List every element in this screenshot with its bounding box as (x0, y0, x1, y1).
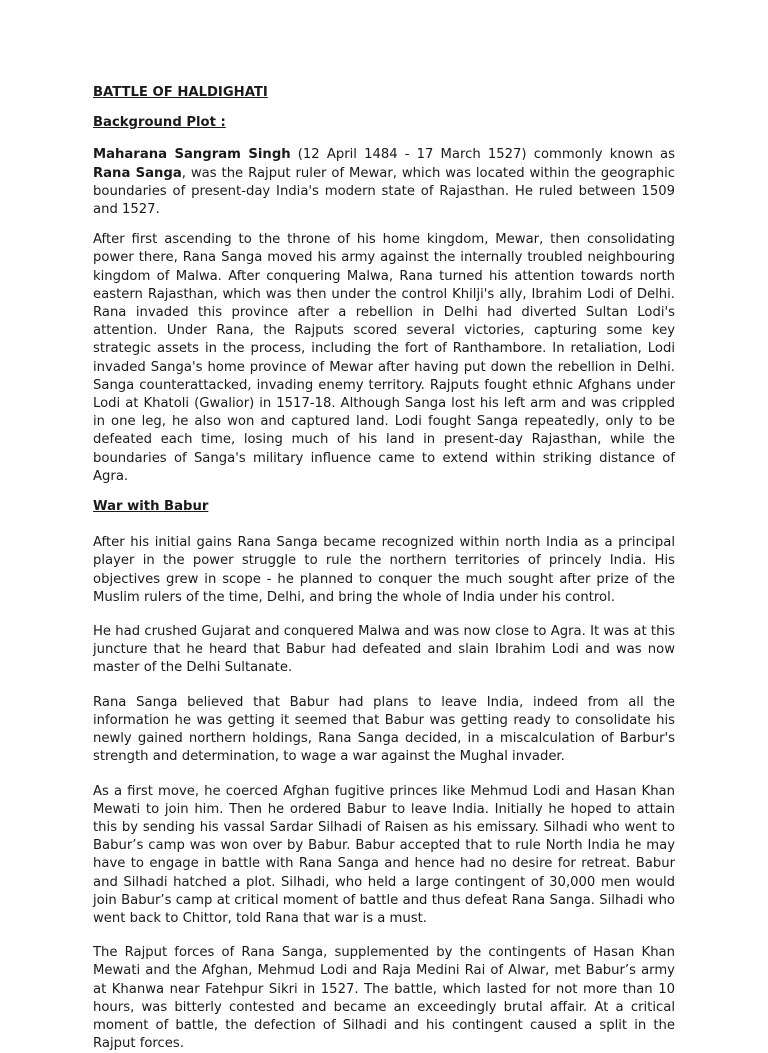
bold-name-rana-sanga: Rana Sanga (93, 165, 182, 181)
paragraph-silhadi: As a first move, he coerced Afghan fugitive princes like Mehmud Lodi and Hasan Khan Mewati to join him. Then he ordered Babur to leave India. Initially he hoped to attain this by sending his vassal Sardar Silhadi of Raisen as his emissary. Silhadi who went to Babur’s camp was won over by Babur. Babur accepted that to rule North India he may have to engage in battle with Rana Sanga and hence had no desire for retreat. Babur and Silhadi hatched a plot. Silhadi, who held a large contingent of 30,000 men would join Babur’s camp at critical moment of battle and thus defeat Rana Sanga. Silhadi who went back to Chittor, told Rana that war is a must. (93, 783, 675, 926)
paragraph-conquests: After first ascending to the throne of his home kingdom, Mewar, then consolidating power there, Rana Sanga moved his army against the internally troubled neighbouring kingdom of Malwa. After conquering Malwa, Rana turned his attention towards north eastern Rajasthan, which was then under the control Khilji's ally, Ibrahim Lodi of Delhi. Rana invaded this province after a rebellion in Delhi had diverted Sultan Lodi's attention. Under Rana, the Rajputs scored several victories, capturing some key strategic assets in the process, including the fort of Ranthambore. In retaliation, Lodi invaded Sanga's home province of Mewar after having put down the rebellion in Delhi. Sanga counterattacked, invading enemy territory. Rajputs fought ethnic Afghans under Lodi at Khatoli (Gwalior) in 1517-18. Although Sanga lost his left arm and was crippled in one leg, he also won and captured land. Lodi fought Sanga repeatedly, only to be defeated each time, losing much of his land in present-day Rajasthan, while the boundaries of Sanga's military influence came to extend within striking distance of Agra. (93, 232, 675, 484)
document-title: BATTLE OF HALDIGHATI (93, 85, 268, 100)
paragraph-babur-plans: Rana Sanga believed that Babur had plans to leave India, indeed from all the information he was getting it seemed that Babur was getting ready to consolidate his newly gained northern holdings, Rana Sanga decided, in a miscalculation of Barbur's strength and determination, to wage a war against the Mughal invader. (93, 694, 675, 765)
paragraph-khanwa: The Rajput forces of Rana Sanga, supplemented by the contingents of Hasan Khan Mewati and the Afghan, Mehmud Lodi and Raja Medini Rai of Alwar, met Babur’s army at Khanwa near Fatehpur Sikri in 1527. The battle, which lasted for not more than 10 hours, was bitterly contested and became an exceedingly brutal affair. At a critical moment of battle, the defection of Silhadi and his contingent caused a split in the Rajput forces. (93, 945, 675, 1052)
paragraph-gujarat-malwa: He had crushed Gujarat and conquered Malwa and was now close to Agra. It was at this juncture that he heard that Babur had defeated and slain Ibrahim Lodi and was now master of the Delhi Sultanate. (93, 624, 675, 676)
paragraph-objectives: After his initial gains Rana Sanga became recognized within north India as a principal player in the power struggle to rule the northern territories of princely India. His objectives grew in scope - he planned to conquer the much sought after prize of the Muslim rulers of the time, Delhi, and bring the whole of India under his control. (93, 535, 675, 605)
section-heading-background: Background Plot : (93, 115, 226, 131)
bold-name-maharana: Maharana Sangram Singh (93, 147, 291, 163)
intro-text-2: , was the Rajput ruler of Mewar, which was located within the geographic boundaries of present-day India's modern state of Rajasthan. He ruled between 1509 and 1527. (93, 165, 676, 218)
intro-text-1: (12 April 1484 - 17 March 1527) commonly known as (290, 147, 675, 163)
paragraph-rana-sanga-intro (93, 146, 675, 219)
section-heading-war: War with Babur (93, 499, 209, 515)
